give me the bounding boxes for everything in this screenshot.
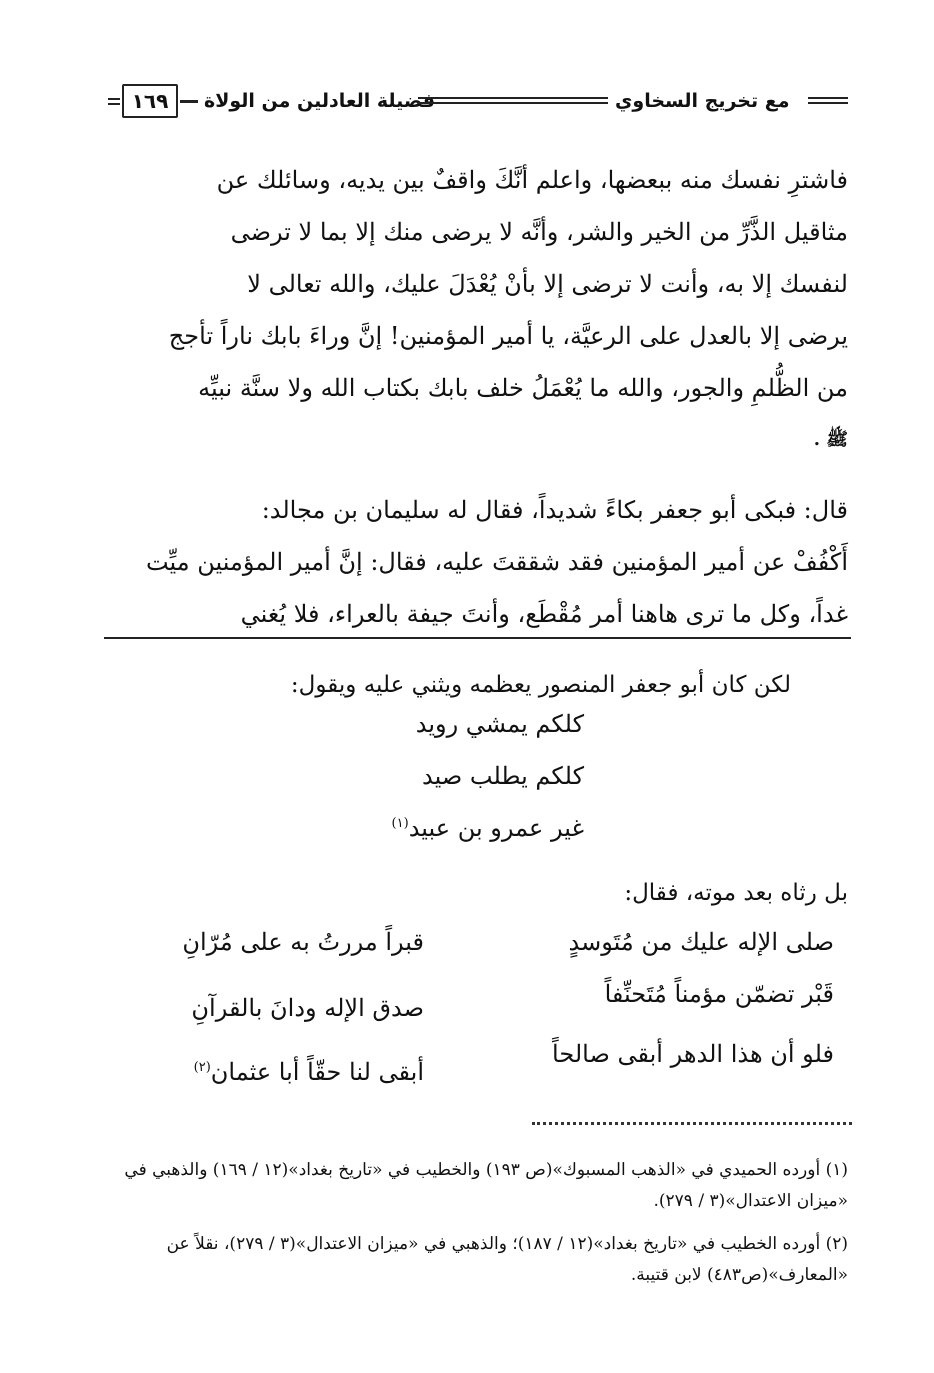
couplet-first-hemistich: فلو أن هذا الدهر أبقى صالحاً xyxy=(552,1040,834,1068)
text-line: غداً، وكل ما ترى هاهنا أمر مُقْطَع، وأنتَ جيفة بالعراء، فلا يُغني xyxy=(240,600,848,628)
footnote-separator xyxy=(532,1122,852,1127)
header-rule-right xyxy=(808,97,848,104)
header-rule-left-end xyxy=(108,98,120,105)
text-line: لنفسك إلا به، وأنت لا ترضى إلا بأنْ يُعْدَلَ عليك، والله تعالى لا xyxy=(247,270,848,298)
main-paragraph-1 xyxy=(88,154,848,466)
verse-line-with-ref xyxy=(392,814,584,842)
text-divider xyxy=(104,637,851,639)
footnote-ref: (١) xyxy=(391,816,409,831)
header-rule xyxy=(180,100,198,103)
text-line: فاشترِ نفسك منه ببعضها، واعلم أنَّكَ واقفٌ بين يديه، وسائلك عن xyxy=(216,166,848,194)
text-line: يرضى إلا بالعدل على الرعيَّة، يا أمير المؤمنين! إنَّ وراءَ بابك ناراً تأجج xyxy=(168,322,848,350)
salutation-glyph: ﷺ . xyxy=(813,429,848,450)
footnote-ref: (٢) xyxy=(193,1060,211,1075)
text-line: أَكْفُفْ عن أمير المؤمنين فقد شققتَ عليه، فقال: إنَّ أمير المؤمنين ميِّت xyxy=(145,548,848,576)
header-rule-middle xyxy=(418,97,608,104)
couplet-second-hemistich: قبراً مررتُ به على مُرّانِ xyxy=(182,928,424,956)
couplet-first-hemistich: قَبْر تضمّن مؤمناً مُتَحنِّفاً xyxy=(604,980,834,1008)
couplet-second-hemistich: صدق الإله ودانَ بالقرآنِ xyxy=(191,994,424,1022)
verse-text: غير عمرو بن عبيد xyxy=(408,814,584,842)
main-paragraph-2 xyxy=(88,484,848,640)
page-number: ١٦٩ xyxy=(122,84,178,118)
text-line: من الظُّلمِ والجور، والله ما يُعْمَلُ خلف بابك بكتاب الله ولا سنَّة نبيِّه xyxy=(198,374,848,402)
footnote: (١) أورده الحميدي في «الذهب المسبوك»(ص ١٩٣) والخطيب في «تاريخ بغداد»(١٢ / ١٦٩) والذهبي في «ميزان الاعتدال»(٣ / ٢٧٩). xyxy=(124,1160,848,1211)
couplet-second-hemistich-with-ref xyxy=(94,1058,424,1086)
note-intro: لكن كان أبو جعفر المنصور يعظمه ويثني عليه ويقول: xyxy=(290,672,791,698)
book-title: فضيلة العادلين من الولاة xyxy=(204,90,436,112)
verse-line: كلكم يطلب صيد xyxy=(422,762,584,790)
footnotes xyxy=(86,1155,848,1303)
text-line: قال: فبكى أبو جعفر بكاءً شديداً، فقال له سليمان بن مجالد: xyxy=(261,496,848,524)
couplet-text: أبقى لنا حقّاً أبا عثمان xyxy=(210,1058,424,1086)
header-subtitle: مع تخريج السخاوي xyxy=(615,90,790,112)
couplet-first-hemistich: صلى الإله عليك من مُتَوسدٍ xyxy=(568,928,834,956)
elegy-intro: بل رثاه بعد موته، فقال: xyxy=(624,880,848,906)
text-line: مثاقيل الذَّرِّ من الخير والشر، وأنَّه لا يرضى منك إلا بما لا ترضى xyxy=(230,218,848,246)
footnote: (٢) أورده الخطيب في «تاريخ بغداد»(١٢ / ١٨٧)؛ والذهبي في «ميزان الاعتدال»(٣ / ٢٧٩)، نقلاً عن «المعارف»(ص٤٨٣) لابن قتيبة. xyxy=(166,1234,848,1285)
running-header xyxy=(100,84,850,124)
verse-line: كلكم يمشي رويد xyxy=(415,710,584,738)
